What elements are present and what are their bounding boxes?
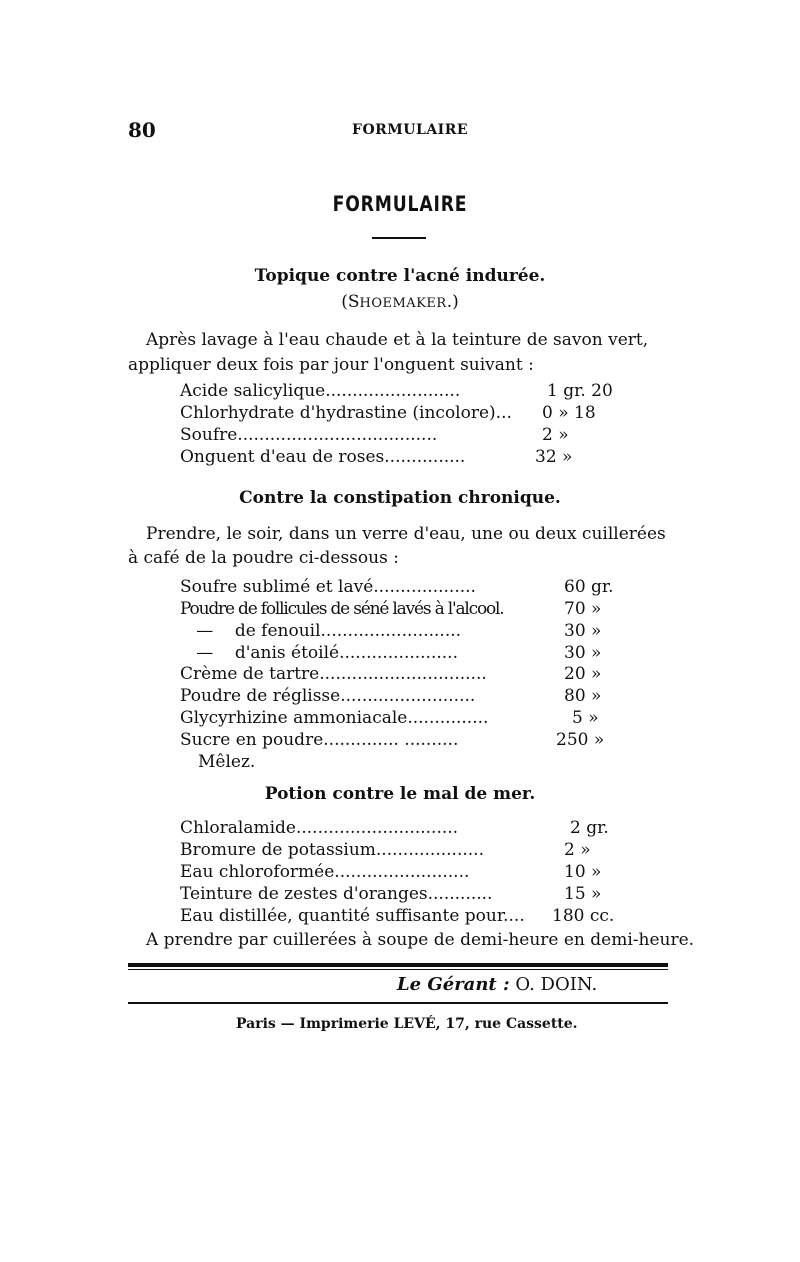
ingredient-quantity: 10 » — [564, 862, 602, 882]
ingredient-name: Soufre..................................... — [180, 425, 438, 445]
section-heading-seasickness: Potion contre le mal de mer. — [264, 784, 536, 804]
ingredient-quantity: 70 » — [564, 599, 602, 619]
footer-rule-thin — [128, 969, 668, 970]
page-number: 80 — [128, 118, 156, 142]
ingredient-quantity: 180 cc. — [552, 906, 615, 926]
intro-line: appliquer deux fois par jour l'onguent suivant : — [128, 355, 534, 375]
ingredient-name: Eau chloroformée......................... — [180, 862, 470, 882]
ingredient-quantity: 30 » — [564, 621, 602, 641]
ingredient-quantity: 20 » — [564, 664, 602, 684]
ingredient-name: Chloralamide.............................. — [180, 818, 459, 838]
ingredient-name: Teinture de zestes d'oranges............ — [180, 884, 493, 904]
author-credit: (SHOEMAKER.) — [341, 292, 459, 312]
running-title: FORMULAIRE — [352, 122, 469, 138]
ingredient-name: Bromure de potassium.................... — [180, 840, 484, 860]
ingredient-name: Eau distillée, quantité suffisante pour.... — [180, 906, 525, 926]
gerant-label: Le Gérant : — [397, 974, 510, 995]
ingredient-quantity: 2 » — [542, 425, 569, 445]
ingredient-name: Poudre de follicules de séné lavés à l'alcool. — [180, 599, 504, 619]
ingredient-name: Glycyrhizine ammoniacale............... — [180, 708, 489, 728]
section-heading-constipation: Contre la constipation chronique. — [239, 488, 561, 508]
ingredient-quantity: 30 » — [564, 643, 602, 663]
closing-note: A prendre par cuillerées à soupe de demi-heure en demi-heure. — [146, 930, 695, 950]
ingredient-quantity: 2 gr. — [570, 818, 609, 838]
ingredient-name: Onguent d'eau de roses............... — [180, 447, 466, 467]
ingredient-quantity: 60 gr. — [564, 577, 614, 597]
intro-line: Après lavage à l'eau chaude et à la teinture de savon vert, — [146, 330, 649, 350]
ingredient-name: — d'anis étoilé...................... — [180, 643, 458, 663]
ingredient-name: — de fenouil.......................... — [180, 621, 462, 641]
title-rule — [372, 237, 426, 239]
ingredient-name: Sucre en poudre.............. .......... — [180, 730, 459, 750]
ingredient-quantity: 0 » 18 — [542, 403, 596, 423]
ingredient-name: Chlorhydrate d'hydrastine (incolore)... — [180, 403, 512, 423]
ingredient-name: Soufre sublimé et lavé................... — [180, 577, 476, 597]
ingredient-quantity: 32 » — [535, 447, 573, 467]
section-heading-acne: Topique contre l'acné indurée. — [254, 266, 546, 286]
gerant-name: O. DOIN. — [515, 974, 598, 995]
ingredient-name: Poudre de réglisse......................... — [180, 686, 476, 706]
ingredient-name: Crème de tartre............................... — [180, 664, 487, 684]
ingredient-quantity: 250 » — [556, 730, 605, 750]
running-header — [128, 118, 668, 142]
page-title: FORMULAIRE — [332, 192, 468, 216]
footer-bottom-rule — [128, 1002, 668, 1004]
ingredient-quantity: 15 » — [564, 884, 602, 904]
footer-double-rule — [128, 963, 668, 967]
printer-imprint: Paris — Imprimerie LEVÉ, 17, rue Cassette. — [236, 1016, 578, 1032]
ingredient-name: Acide salicylique......................... — [180, 381, 461, 401]
closing-note: Mêlez. — [198, 752, 256, 772]
intro-line: Prendre, le soir, dans un verre d'eau, une ou deux cuillerées — [146, 524, 666, 544]
ingredient-quantity: 80 » — [564, 686, 602, 706]
intro-line: à café de la poudre ci-dessous : — [128, 548, 399, 568]
gerant-signature — [397, 974, 597, 995]
ingredient-quantity: 2 » — [564, 840, 591, 860]
ingredient-quantity: 5 » — [572, 708, 599, 728]
ingredient-quantity: 1 gr. 20 — [547, 381, 613, 401]
